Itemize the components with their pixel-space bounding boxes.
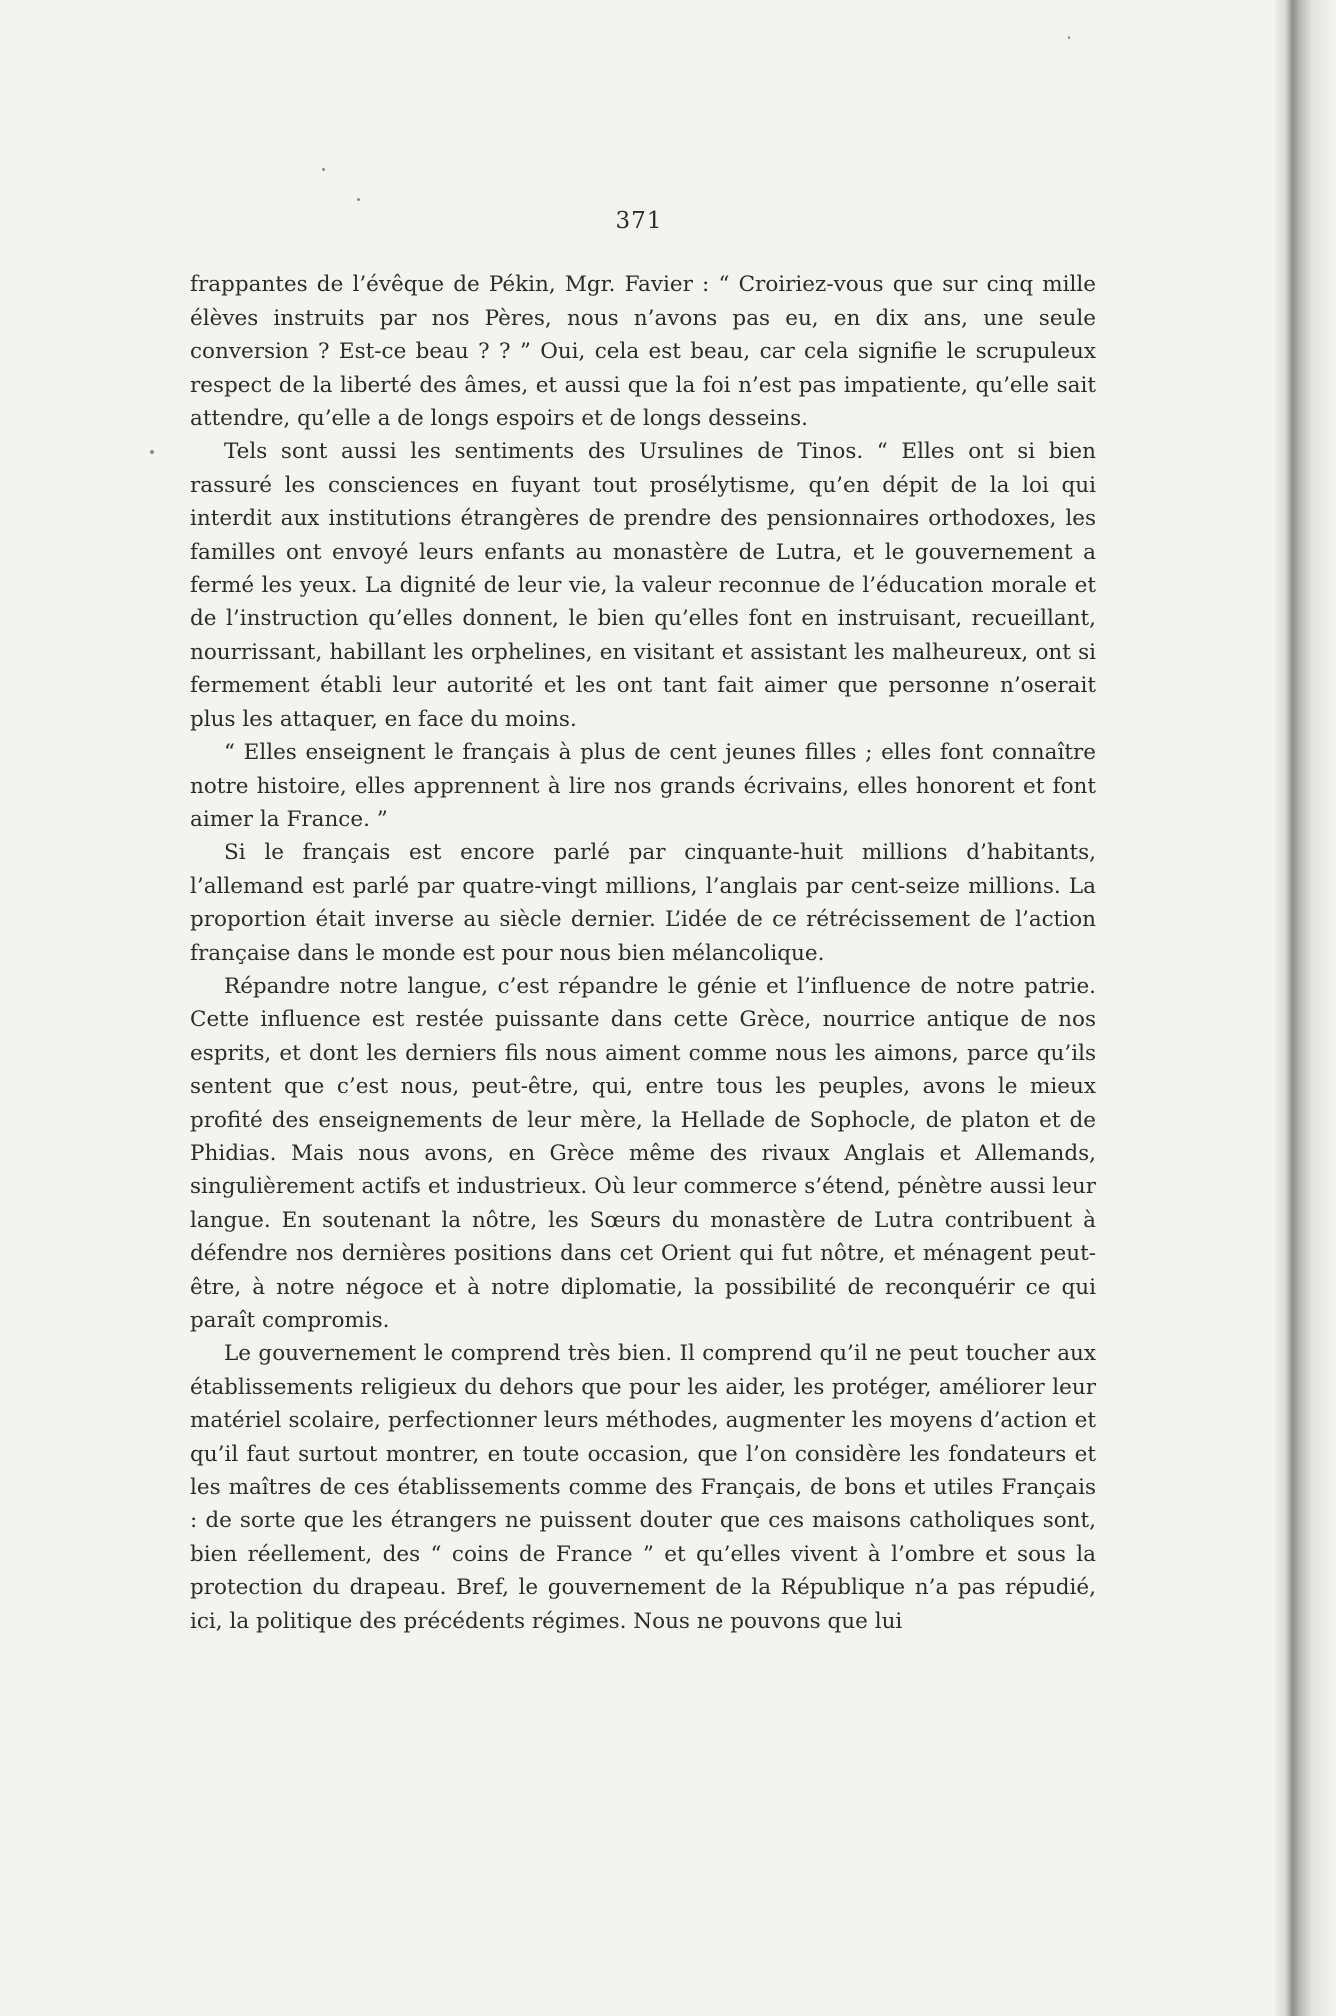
paragraph: Tels sont aussi les sentiments des Ursulines de Tinos. “ Elles ont si bien rassuré les consciences en fuyant tout prosélytisme, qu’en dépit de la loi qui interdit aux institutions étrangères de prendre des pensionnaires orthodoxes, les familles ont envoyé leurs enfants au monastère de Lutra, et le gouvernement a fermé les yeux. La dignité de leur vie, la valeur reconnue de l’éducation morale et de l’instruction qu’elles donnent, le bien qu’elles font en instruisant, recueillant, nourrissant, habillant les orphelines, en visitant et assistant les malheureux, ont si fermement établi leur autorité et les ont tant fait aimer que personne n’oserait plus les attaquer, en face du moins.: [190, 439, 1096, 732]
dust-speck: [357, 198, 360, 201]
dust-speck: [1068, 36, 1070, 39]
paragraph: Si le français est encore parlé par cinquante-huit millions d’habitants, l’allemand est parlé par quatre-vingt millions, l’anglais par cent-seize millions. La proportion était inverse au siècle dernier. L’idée de ce rétrécissement de l’action française dans le monde est pour nous bien mélancolique.: [190, 840, 1096, 966]
page-text-block: [190, 205, 1096, 1638]
dust-speck: [322, 168, 325, 171]
paragraph: “ Elles enseignent le français à plus de cent jeunes filles ; elles font connaître notre histoire, elles apprennent à lire nos grands écrivains, elles honorent et font aimer la France. ”: [190, 740, 1096, 832]
page-binding-edge: [1274, 0, 1336, 2016]
paragraph: Le gouvernement le comprend très bien. Il comprend qu’il ne peut toucher aux établissements religieux du dehors que pour les aider, les protéger, améliorer leur matériel scolaire, perfectionner leurs méthodes, augmenter les moyens d’action et qu’il faut surtout montrer, en toute occasion, que l’on considère les fondateurs et les maîtres de ces établissements comme des Français, de bons et utiles Français : de sorte que les étrangers ne puissent douter que ces maisons catholiques sont, bien réellement, des “ coins de France ” et qu’elles vivent à l’ombre et sous la protection du drapeau. Bref, le gouvernement de la République n’a pas répudié, ici, la politique des précédents régimes. Nous ne pouvons que lui: [190, 1341, 1096, 1634]
paragraph: Répandre notre langue, c’est répandre le génie et l’influence de notre patrie. Cette influence est restée puissante dans cette Grèce, nourrice antique de nos esprits, et dont les derniers fils nous aiment comme nous les aimons, parce qu’ils sentent que c’est nous, peut-être, qui, entre tous les peuples, avons le mieux profité des enseignements de leur mère, la Hellade de Sophocle, de platon et de Phidias. Mais nous avons, en Grèce même des rivaux Anglais et Allemands, singulièrement actifs et industrieux. Où leur commerce s’étend, pénètre aussi leur langue. En soutenant la nôtre, les Sœurs du monastère de Lutra contribuent à défendre nos dernières positions dans cet Orient qui fut nôtre, et ménagent peut-être, à notre négoce et à notre diplomatie, la possibilité de reconquérir ce qui paraît compromis.: [190, 973, 1096, 1333]
paragraph: frappantes de l’évêque de Pékin, Mgr. Favier : “ Croiriez-vous que sur cinq mille élèves instruits par nos Pères, nous n’avons pas eu, en dix ans, une seule conversion ? Est-ce beau ? ? ” Oui, cela est beau, car cela signifie le scrupuleux respect de la liberté des âmes, et aussi que la foi n’est pas impatiente, qu’elle sait attendre, qu’elle a de longs espoirs et de longs desseins.: [190, 272, 1096, 432]
dust-speck: [150, 450, 154, 454]
page-number: 371: [615, 208, 663, 234]
